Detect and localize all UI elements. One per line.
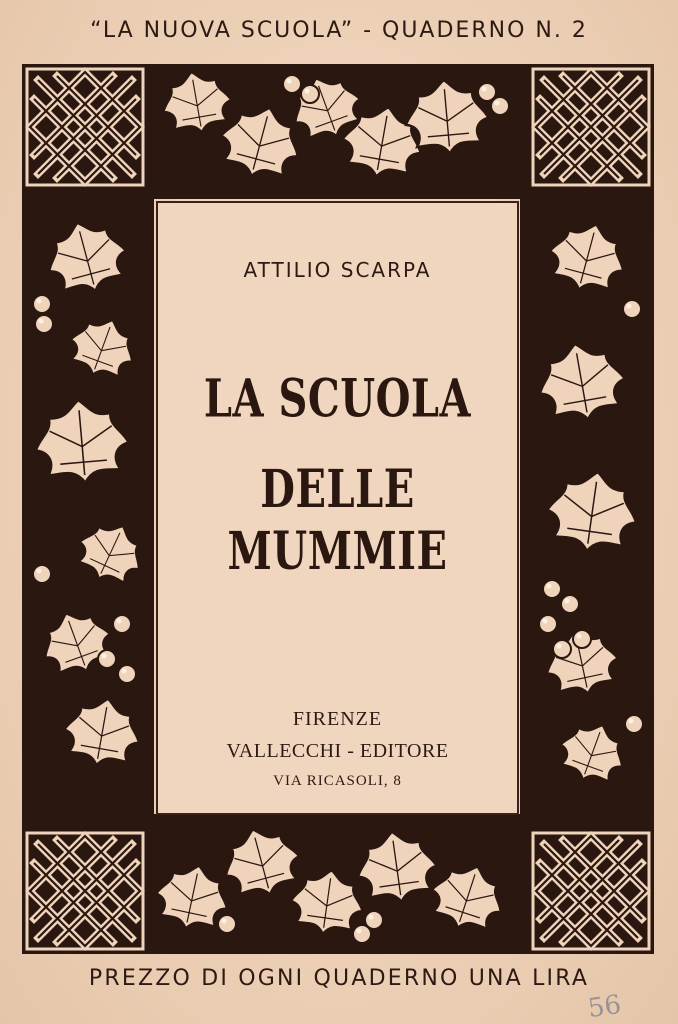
book-title-line-1: LA SCUOLA	[203, 367, 472, 430]
publisher-name: VALLECCHI - EDITORE	[226, 740, 449, 762]
pencil-annotation: 56	[586, 989, 624, 1024]
price-notice: PREZZO DI OGNI QUADERNO UNA LIRA	[88, 966, 590, 991]
publisher-address: VIA RICASOLI, 8	[273, 773, 402, 789]
book-title-line-2: DELLE MUMMIE	[227, 457, 448, 583]
publisher-city: FIRENZE	[292, 708, 383, 730]
author-name: ATTILIO SCARPA	[243, 258, 432, 282]
title-panel	[156, 201, 519, 815]
series-heading: “LA NUOVA SCUOLA” - QUADERNO N. 2	[90, 18, 588, 43]
